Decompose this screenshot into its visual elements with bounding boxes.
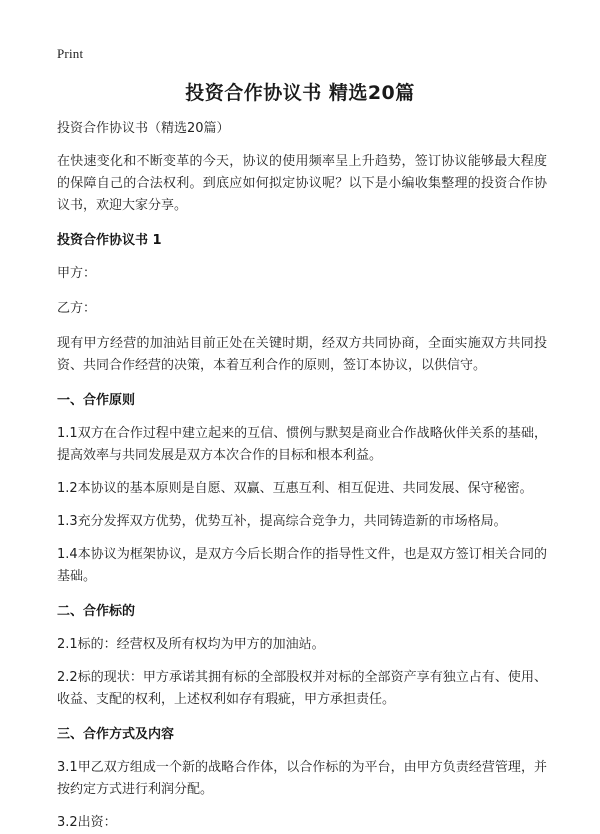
clause-2-2: 2.2标的现状：甲方承诺其拥有标的全部股权并对标的全部资产享有独立占有、使用、收益、支配的权利，上述权利如存有瑕疵，甲方承担责任。 bbox=[57, 670, 547, 707]
document-subtitle: 投资合作协议书（精选20篇） bbox=[57, 121, 230, 136]
clause-1-3: 1.3充分发挥双方优势，优势互补，提高综合竞争力，共同铸造新的市场格局。 bbox=[57, 514, 507, 529]
clause-1-1: 1.1双方在合作过程中建立起来的互信、惯例与默契是商业合作战略伙伴关系的基础，提高效率与共同发展是双方本次合作的目标和根本利益。 bbox=[57, 426, 547, 463]
section-heading: 投资合作协议书 1 bbox=[57, 233, 162, 248]
preamble-paragraph: 现有甲方经营的加油站目前正处在关键时期，经双方共同协商，全面实施双方共同投资、共同合作经营的决策，本着互利合作的原则，签订本协议，以供信守。 bbox=[57, 336, 547, 373]
heading-cooperation-principles: 一、合作原则 bbox=[57, 393, 136, 408]
clause-2-1: 2.1标的：经营权及所有权均为甲方的加油站。 bbox=[57, 637, 325, 652]
clause-3-1: 3.1甲乙双方组成一个新的战略合作体，以合作标的为平台，由甲方负责经营管理，并按约定方式进行利润分配。 bbox=[57, 760, 547, 797]
clause-3-2: 3.2出资： bbox=[57, 815, 117, 830]
party-a-line: 甲方： bbox=[57, 266, 97, 281]
heading-cooperation-method: 三、合作方式及内容 bbox=[57, 727, 175, 742]
clause-1-2: 1.2本协议的基本原则是自愿、双赢、互惠互利、相互促进、共同发展、保守秘密。 bbox=[57, 481, 533, 496]
heading-cooperation-subject: 二、合作标的 bbox=[57, 604, 136, 619]
party-b-line: 乙方： bbox=[57, 301, 97, 316]
print-link[interactable]: Print bbox=[57, 46, 84, 61]
document-body bbox=[57, 118, 547, 834]
page-title: 投资合作协议书 精选20篇 bbox=[185, 82, 415, 104]
intro-paragraph: 在快速变化和不断变革的今天，协议的使用频率呈上升趋势，签订协议能够最大程度的保障自己的合法权利。到底应如何拟定协议呢？以下是小编收集整理的投资合作协议书，欢迎大家分享。 bbox=[57, 154, 547, 213]
clause-1-4: 1.4本协议为框架协议，是双方今后长期合作的指导性文件，也是双方签订相关合同的基础。 bbox=[57, 547, 547, 584]
